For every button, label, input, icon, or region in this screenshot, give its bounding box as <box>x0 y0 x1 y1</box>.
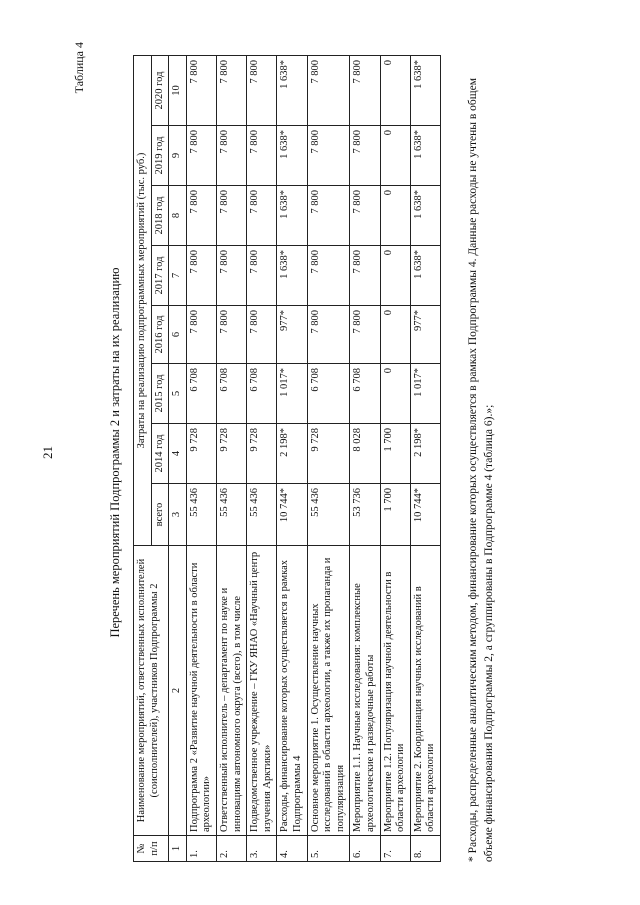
row-total: 55 436 <box>216 484 246 546</box>
row-year-value: 6 708 <box>247 364 277 424</box>
row-year-value: 1 700 <box>380 424 410 484</box>
row-year-value: 8 028 <box>350 424 380 484</box>
page-title: Перечень мероприятий Подпрограммы 2 и затраты на их реализацию <box>108 267 122 638</box>
row-year-value: 0 <box>380 186 410 246</box>
row-year-value: 0 <box>380 56 410 126</box>
row-year-value: 7 800 <box>247 306 277 364</box>
row-name: Подведомственное учреждение – ГКУ ЯНАО «Научный центр изучения Арктики» <box>247 546 277 836</box>
row-year-value: 7 800 <box>216 186 246 246</box>
row-year-value: 7 800 <box>350 56 380 126</box>
column-number: 8 <box>169 186 187 246</box>
footnote: * Расходы, распределенные аналитическим методом, финансирование которых осуществляется в рамках Подпрограммы 4. Данные расходы не учтены в общем объеме финансирования Подпрограммы 2, а сгруппированы в Подпрограмме 4 (таблица 6).»; <box>467 78 495 862</box>
row-year-value: 1 017* <box>277 364 307 424</box>
table-row <box>410 56 440 862</box>
row-year-value: 7 800 <box>216 246 246 306</box>
row-year-value: 7 800 <box>350 186 380 246</box>
column-number: 6 <box>169 306 187 364</box>
row-year-value: 2 198* <box>277 424 307 484</box>
row-year-value: 0 <box>380 126 410 186</box>
table-row <box>380 56 410 862</box>
row-year-value: 7 800 <box>247 56 277 126</box>
header-row-1 <box>134 56 152 862</box>
column-number: 4 <box>169 424 187 484</box>
row-total: 10 744* <box>410 484 440 546</box>
row-year-value: 7 800 <box>307 246 350 306</box>
header-total: всего <box>151 484 169 546</box>
header-name: Наименование мероприятий, ответственных исполнителей (соисполнителей), участников Подпрограммы 2 <box>134 546 169 836</box>
row-year-value: 2 198* <box>410 424 440 484</box>
row-year-value: 1 638* <box>410 246 440 306</box>
row-year-value: 9 728 <box>307 424 350 484</box>
header-costs-group: Затраты на реализацию подпрограммных мероприятий (тыс. руб.) <box>134 56 152 546</box>
row-year-value: 7 800 <box>247 246 277 306</box>
row-total: 55 436 <box>307 484 350 546</box>
row-year-value: 1 638* <box>277 56 307 126</box>
row-year-value: 7 800 <box>247 126 277 186</box>
table-row <box>216 56 246 862</box>
row-year-value: 7 800 <box>216 56 246 126</box>
column-number: 3 <box>169 484 187 546</box>
row-number: 7. <box>380 836 410 862</box>
row-year-value: 7 800 <box>307 126 350 186</box>
row-year-value: 7 800 <box>350 306 380 364</box>
row-year-value: 7 800 <box>247 186 277 246</box>
table-row <box>277 56 307 862</box>
row-total: 53 736 <box>350 484 380 546</box>
row-number: 3. <box>247 836 277 862</box>
page-number: 21 <box>40 446 55 459</box>
row-year-value: 1 638* <box>277 246 307 306</box>
row-year-value: 7 800 <box>216 126 246 186</box>
header-year: 2019 год <box>151 126 169 186</box>
row-year-value: 977* <box>410 306 440 364</box>
row-year-value: 7 800 <box>350 246 380 306</box>
row-year-value: 7 800 <box>307 186 350 246</box>
row-year-value: 1 638* <box>410 186 440 246</box>
header-year: 2017 год <box>151 246 169 306</box>
row-year-value: 6 708 <box>216 364 246 424</box>
row-name: Мероприятие 2. Координация научных исследований в области археологии <box>410 546 440 836</box>
row-year-value: 1 638* <box>277 186 307 246</box>
row-number: 6. <box>350 836 380 862</box>
row-year-value: 6 708 <box>350 364 380 424</box>
row-name: Мероприятие 1.2. Популяризация научной деятельности в области археологии <box>380 546 410 836</box>
row-year-value: 7 800 <box>186 126 216 186</box>
row-name: Ответственный исполнитель – департамент по науке и инновациям автономного округа (всего), в том числе <box>216 546 246 836</box>
column-number: 2 <box>169 546 187 836</box>
row-total: 10 744* <box>277 484 307 546</box>
header-year: 2016 год <box>151 306 169 364</box>
row-year-value: 7 800 <box>186 306 216 364</box>
row-name: Подпрограмма 2 «Развитие научной деятельности в области археологии» <box>186 546 216 836</box>
row-year-value: 9 728 <box>247 424 277 484</box>
row-number: 2. <box>216 836 246 862</box>
row-year-value: 7 800 <box>216 306 246 364</box>
row-year-value: 7 800 <box>186 186 216 246</box>
table-caption: Таблица 4 <box>72 42 86 94</box>
row-year-value: 1 638* <box>410 126 440 186</box>
row-name: Основное мероприятие 1. Осуществление научных исследований в области археологии, а также их пропаганда и популяризация <box>307 546 350 836</box>
row-year-value: 0 <box>380 246 410 306</box>
row-number: 1. <box>186 836 216 862</box>
table-row <box>186 56 216 862</box>
table-row <box>247 56 277 862</box>
row-year-value: 0 <box>380 306 410 364</box>
row-total: 1 700 <box>380 484 410 546</box>
column-number-row <box>169 56 187 862</box>
row-year-value: 6 708 <box>186 364 216 424</box>
row-year-value: 9 728 <box>216 424 246 484</box>
row-year-value: 7 800 <box>307 56 350 126</box>
costs-table-container <box>133 56 441 862</box>
table-row <box>350 56 380 862</box>
row-year-value: 9 728 <box>186 424 216 484</box>
row-name: Мероприятие 1.1. Научные исследования: комплексные археологические и разведочные работы <box>350 546 380 836</box>
row-number: 4. <box>277 836 307 862</box>
table-row <box>307 56 350 862</box>
row-year-value: 7 800 <box>186 56 216 126</box>
row-number: 8. <box>410 836 440 862</box>
row-year-value: 7 800 <box>350 126 380 186</box>
row-total: 55 436 <box>247 484 277 546</box>
row-year-value: 7 800 <box>307 306 350 364</box>
row-year-value: 1 017* <box>410 364 440 424</box>
costs-table <box>133 55 441 862</box>
column-number: 9 <box>169 126 187 186</box>
row-year-value: 0 <box>380 364 410 424</box>
row-year-value: 977* <box>277 306 307 364</box>
header-year: 2020 год <box>151 56 169 126</box>
column-number: 5 <box>169 364 187 424</box>
header-year: 2015 год <box>151 364 169 424</box>
row-year-value: 1 638* <box>277 126 307 186</box>
row-number: 5. <box>307 836 350 862</box>
header-year: 2014 год <box>151 424 169 484</box>
header-num: № п/п <box>134 836 169 862</box>
column-number: 1 <box>169 836 187 862</box>
column-number: 10 <box>169 56 187 126</box>
row-year-value: 1 638* <box>410 56 440 126</box>
row-year-value: 7 800 <box>186 246 216 306</box>
header-year: 2018 год <box>151 186 169 246</box>
column-number: 7 <box>169 246 187 306</box>
row-year-value: 6 708 <box>307 364 350 424</box>
row-total: 55 436 <box>186 484 216 546</box>
row-name: Расходы, финансирование которых осуществляется в рамках Подпрограммы 4 <box>277 546 307 836</box>
